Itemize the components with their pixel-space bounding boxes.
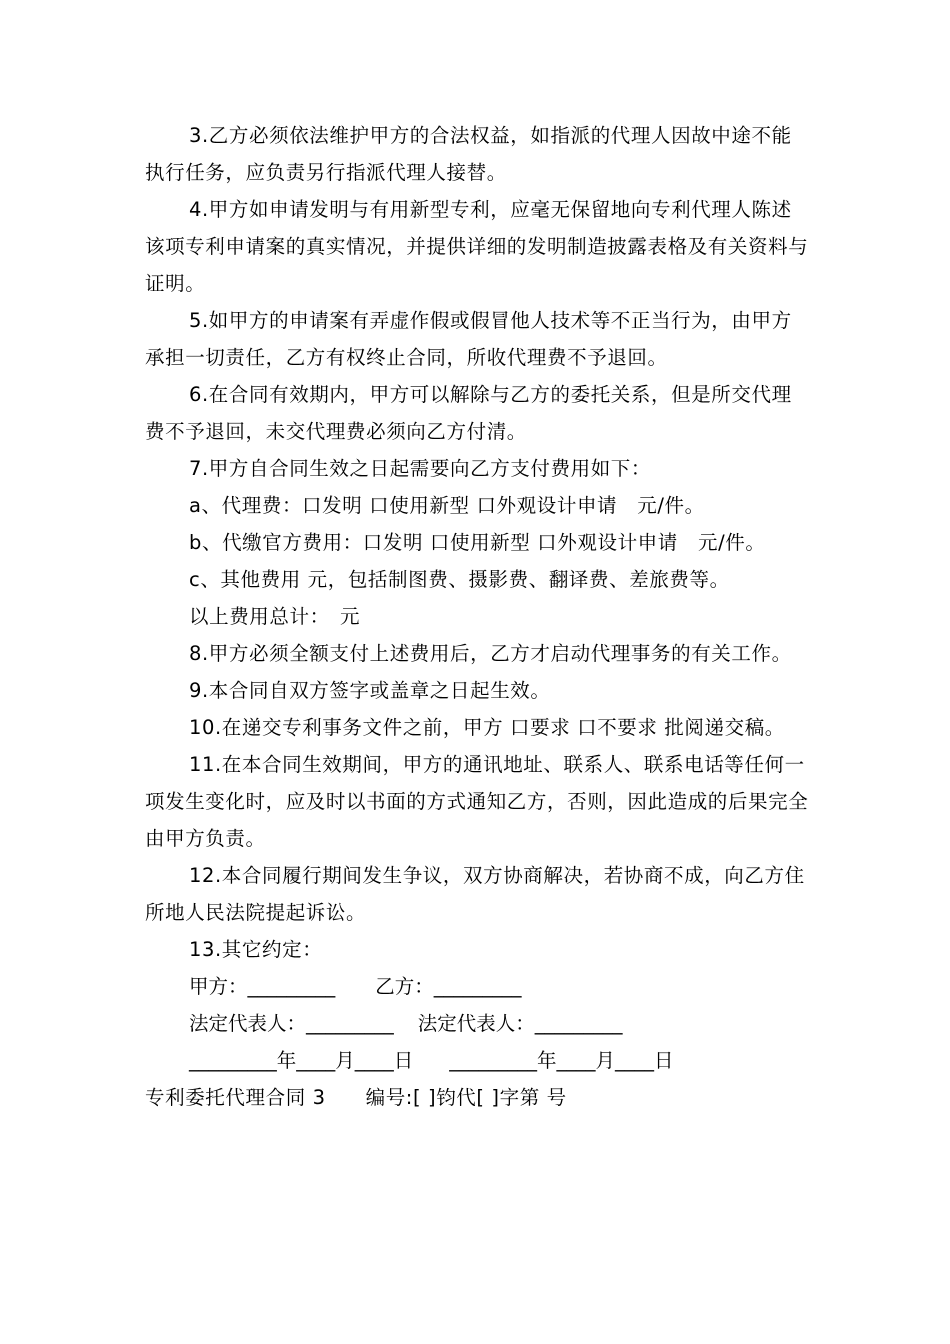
clause-7b-official-fee: b、代缴官方费用：口发明 口使用新型 口外观设计申请 元/件。 [189,531,766,554]
signature-party-row [145,968,810,1005]
signature-rep-row [145,1005,810,1042]
party-b-field: 乙方：_________ [375,975,522,998]
clause-11: 11.在本合同生效期间，甲方的通讯地址、联系人、联系电话等任何一项发生变化时，应及时以书面的方式通知乙方，否则，因此造成的后果完全由甲方负责。 [145,753,809,850]
footer-line [145,1079,810,1116]
party-a-field: 甲方：_________ [189,975,336,998]
signature-date-row [145,1042,810,1079]
clause-4: 4.甲方如申请发明与有用新型专利，应毫无保留地向专利代理人陈述该项专利申请案的真实情况，并提供详细的发明制造披露表格及有关资料与证明。 [145,198,809,295]
footer-number: 编号:[ ]钧代[ ]字第 号 [365,1086,567,1109]
clause-7: 7.甲方自合同生效之日起需要向乙方支付费用如下： [189,457,652,480]
date-a-field: _________年____月____日 [189,1049,414,1072]
fee-total: 以上费用总计： 元 [189,605,361,628]
date-b-field: _________年____月____日 [449,1049,674,1072]
document-page [145,117,810,1116]
clause-9: 9.本合同自双方签字或盖章之日起生效。 [189,679,551,702]
clause-8: 8.甲方必须全额支付上述费用后，乙方才启动代理事务的有关工作。 [189,642,792,665]
clause-10: 10.在递交专利事务文件之前，甲方 口要求 口不要求 批阅递交稿。 [189,716,785,739]
rep-b-field: 法定代表人：_________ [417,1012,623,1035]
footer-title: 专利委托代理合同 3 [145,1086,326,1109]
clause-13: 13.其它约定： [189,938,323,961]
clause-5: 5.如甲方的申请案有弄虚作假或假冒他人技术等不正当行为，由甲方承担一切责任，乙方有权终止合同，所收代理费不予退回。 [145,309,792,369]
clause-3: 3.乙方必须依法维护甲方的合法权益，如指派的代理人因故中途不能执行任务，应负责另行指派代理人接替。 [145,124,792,184]
clause-7c-other-fee: c、其他费用 元，包括制图费、摄影费、翻译费、差旅费等。 [189,568,730,591]
clause-12: 12.本合同履行期间发生争议，双方协商解决，若协商不成，向乙方住所地人民法院提起诉讼。 [145,864,805,924]
clause-6: 6.在合同有效期内，甲方可以解除与乙方的委托关系，但是所交代理费不予退回，未交代理费必须向乙方付清。 [145,383,792,443]
clause-7a-agency-fee: a、代理费：口发明 口使用新型 口外观设计申请 元/件。 [189,494,705,517]
rep-a-field: 法定代表人：_________ [189,1012,394,1035]
